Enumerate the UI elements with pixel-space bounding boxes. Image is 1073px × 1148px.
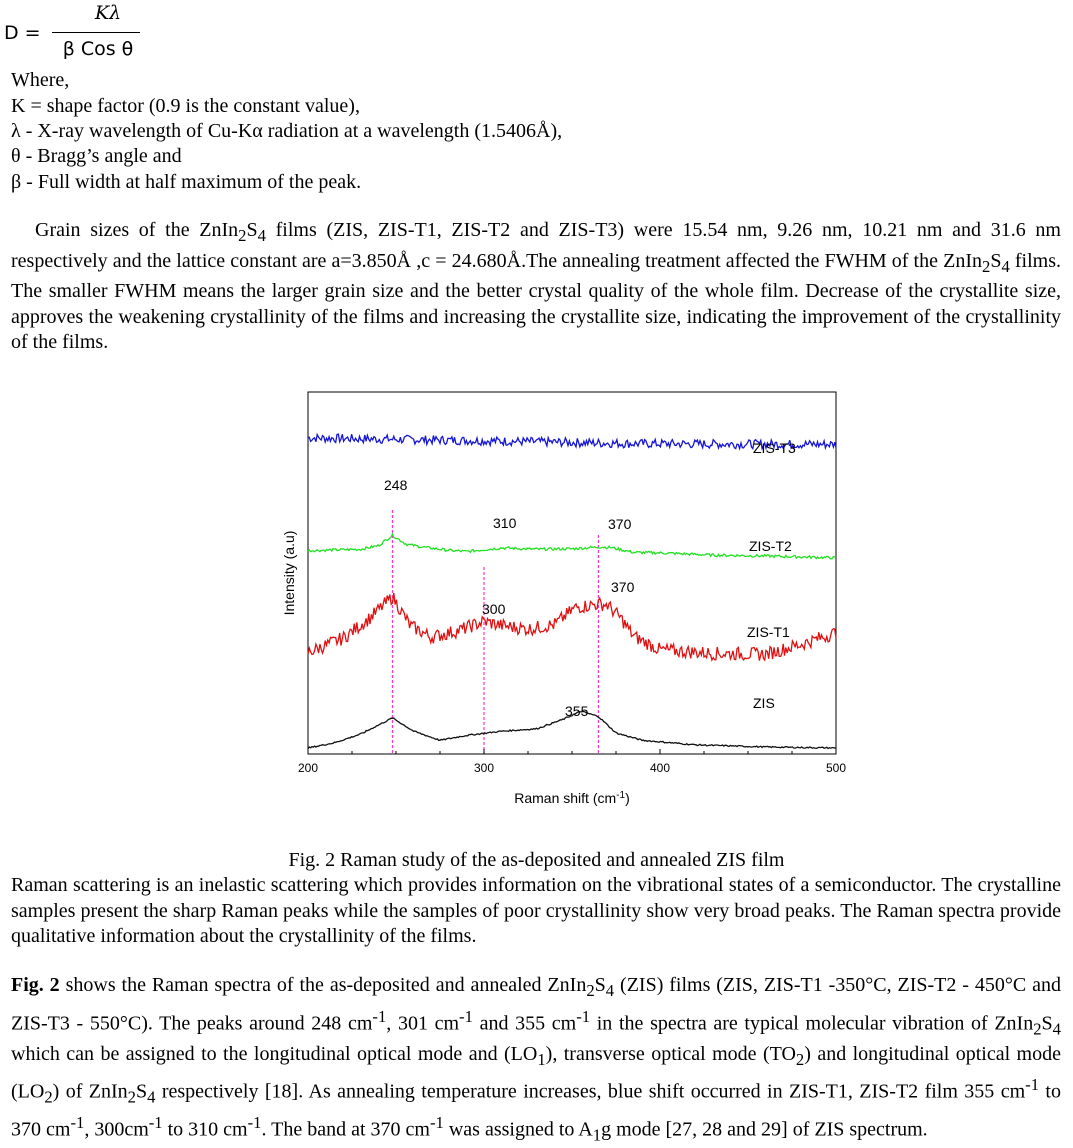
peak-label: 355: [565, 703, 589, 719]
formula-lhs: D =: [4, 22, 41, 44]
where-item-beta: β - Full width at half maximum of the peak.: [11, 171, 362, 193]
figure-caption: Fig. 2 Raman study of the as-deposited and annealed ZIS film: [288, 849, 785, 871]
where-heading: Where,: [11, 69, 70, 91]
series-label-zis-t1: ZIS-T1: [747, 624, 790, 640]
peak-label: 300: [482, 601, 506, 617]
fraction-bar: [52, 32, 140, 33]
series-label-zis-t3: ZIS-T3: [753, 440, 796, 456]
paragraph-grain-size: Grain sizes of the $ZnIn_2S_4$ films (ZIS, ZIS-T1, ZIS-T2 and ZIS-T3) were 15.54 nm, 9.26 nm, 10.21 nm and 31.6 nm respectively and the lattice constant are a=3.850Å ,c = 24.680Å.The annealing treatment affected the FWHM of the $ZnIn_2S_4$ films. The smaller FWHM means the larger grain size and the better crystal quality of the whole film. Decrease of the crystallite size, approves the weakening crystallinity of the films and increasing the crystallite size, indicating the improvement of the crystallinity of the films.: [11, 219, 1061, 353]
x-tick-label: 200: [297, 761, 319, 775]
peak-label: 370: [608, 516, 632, 532]
paragraph-raman-intro: Raman scattering is an inelastic scattering which provides information on the vibrational states of a semiconductor. The crystalline samples present the sharp Raman peaks while the samples of poor crystallinity show very broad peaks. The Raman spectra provide qualitative information about the crystallinity of the films.: [11, 874, 1061, 947]
series-label-zis: ZIS: [753, 695, 775, 711]
x-axis-label: Raman shift $(cm^{-1})$: [514, 790, 630, 806]
formula-denominator: β Cos θ: [62, 38, 134, 60]
peak-label: 310: [493, 515, 517, 531]
formula-numerator: Kλ: [94, 2, 122, 24]
scherrer-formula: [0, 0, 160, 66]
x-tick-label: 300: [473, 761, 495, 775]
where-item-theta: θ - Bragg’s angle and: [11, 145, 182, 167]
y-axis-label: Intensity (a.u): [281, 530, 297, 616]
series-label-zis-t2: ZIS-T2: [749, 538, 792, 554]
x-tick-label: 400: [649, 761, 671, 775]
x-tick-label: 500: [825, 761, 847, 775]
peak-label: 370: [611, 579, 635, 595]
x-ticks: [298, 749, 846, 775]
where-item-k: K = shape factor (0.9 is the constant value),: [11, 95, 360, 117]
paragraph-raman-results: Fig. 2 shows the Raman spectra of the as-deposited and annealed $ZnIn_2S_4$ (ZIS) films (ZIS, ZIS-T1 -350°C, ZIS-T2 - 450°C and ZIS-T3 - 550°C). The peaks around 248 $cm^{-1}$, 301 $cm^{-1}$ and 355 $cm^{-1}$ in the spectra are typical molecular vibration of $ZnIn_2S_4$ which can be assigned to the longitudinal optical mode and $(LO_1)$, transverse optical mode $(TO_2)$ and longitudinal optical mode $(LO_2)$ of $ZnIn_2S_4$ respectively [18]. As annealing temperature increases, blue shift occurred in ZIS-T1, ZIS-T2 film 355 $cm^{-1}$ to 370 $cm^{-1}$, $300cm^{-1}$ to 310 $cm^{-1}$. The band at 370 $cm^{-1}$ was assigned to $A_1g$ mode [27, 28 and 29] of ZIS spectrum.: [11, 974, 1061, 1145]
raman-chart: [275, 380, 855, 810]
peak-label: 248: [384, 477, 408, 493]
where-item-lambda: λ - X-ray wavelength of Cu-Kα radiation at a wavelength (1.5406Å),: [11, 120, 563, 142]
